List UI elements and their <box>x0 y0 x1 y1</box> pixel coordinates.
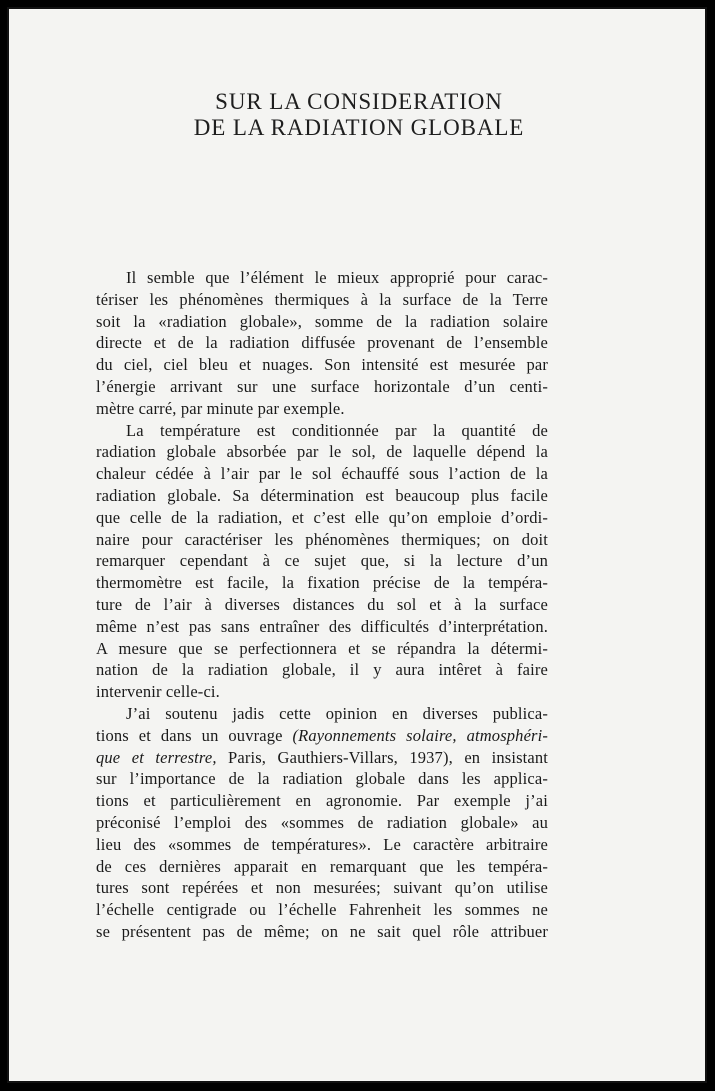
text-line: préconisé l’emploi des «sommes de radiation globale» au <box>96 812 548 832</box>
page-title <box>9 89 707 141</box>
text-line: A mesure que se perfectionnera et se répandra la détermi- <box>96 638 548 658</box>
text-line: même n’est pas sans entraîner des difficultés d’interprétation. <box>96 616 548 636</box>
text-line: l’échelle centigrade ou l’échelle Fahrenheit les sommes ne <box>96 900 548 920</box>
article-body <box>96 267 548 943</box>
text-line: soit la «radiation globale», somme de la radiation solaire <box>96 311 548 331</box>
document-page <box>7 7 707 1083</box>
text-line: La température est conditionnée par la quantité de <box>126 420 548 440</box>
text-line: thermomètre est facile, la fixation précise de la tempéra- <box>96 573 548 593</box>
text-line: ture de l’air à diverses distances du sol et à la surface <box>96 594 548 614</box>
paragraph-2 <box>96 420 548 703</box>
text-line: mètre carré, par minute par exemple. <box>96 398 345 418</box>
text-line: de ces dernières apparait en remarquant que les tempéra- <box>96 856 548 876</box>
book-title-part-2: que et terrestre, <box>96 747 217 767</box>
text-line: remarquer cependant à ce sujet que, si la lecture d’un <box>96 551 548 571</box>
text-line: tures sont repérées et non mesurées; suivant qu’on utilise <box>96 878 548 898</box>
text-line: radiation globale absorbée par le sol, de laquelle dépend la <box>96 442 548 462</box>
text-line: se présentent pas de même; on ne sait quel rôle attribuer <box>96 921 548 941</box>
paragraph-3 <box>96 703 548 943</box>
text-line: que celle de la radiation, et c’est elle qu’on emploie d’ordi- <box>96 507 548 527</box>
text-line: naire pour caractériser les phénomènes thermiques; on doit <box>96 529 548 549</box>
text-line: J’ai soutenu jadis cette opinion en diverses publica- <box>126 703 548 723</box>
text-segment: Paris, Gauthiers-Villars, 1937), en insistant <box>216 747 548 767</box>
text-line: l’énergie arrivant sur une surface horizontale d’un centi- <box>96 376 548 396</box>
text-line: tériser les phénomènes thermiques à la surface de la Terre <box>96 289 548 309</box>
title-line-2: DE LA RADIATION GLOBALE <box>193 115 525 140</box>
book-title-part-1: (Rayonnements solaire, atmosphéri- <box>292 725 548 745</box>
text-line: chaleur cédée à l’air par le sol échauffé sous l’action de la <box>96 464 548 484</box>
text-line: Il semble que l’élément le mieux approprié pour carac- <box>126 268 548 287</box>
text-line: tions et particulièrement en agronomie. Par exemple j’ai <box>96 791 548 811</box>
text-line: nation de la radiation globale, il y aura intêret à faire <box>96 660 548 680</box>
paragraph-1 <box>96 267 548 420</box>
text-line: intervenir celle-ci. <box>96 682 220 702</box>
text-line: sur l’importance de la radiation globale dans les applica- <box>96 769 548 789</box>
text-line <box>96 747 548 769</box>
title-line-1: SUR LA CONSIDERATION <box>215 89 503 114</box>
text-line: radiation globale. Sa détermination est beaucoup plus facile <box>96 485 548 505</box>
text-line: du ciel, ciel bleu et nuages. Son intensité est mesurée par <box>96 355 548 375</box>
text-line <box>96 725 548 747</box>
text-segment: tions et dans un ouvrage <box>96 725 293 745</box>
text-line: lieu des «sommes de températures». Le caractère arbitraire <box>96 834 548 854</box>
text-line: directe et de la radiation diffusée provenant de l’ensemble <box>96 333 548 353</box>
